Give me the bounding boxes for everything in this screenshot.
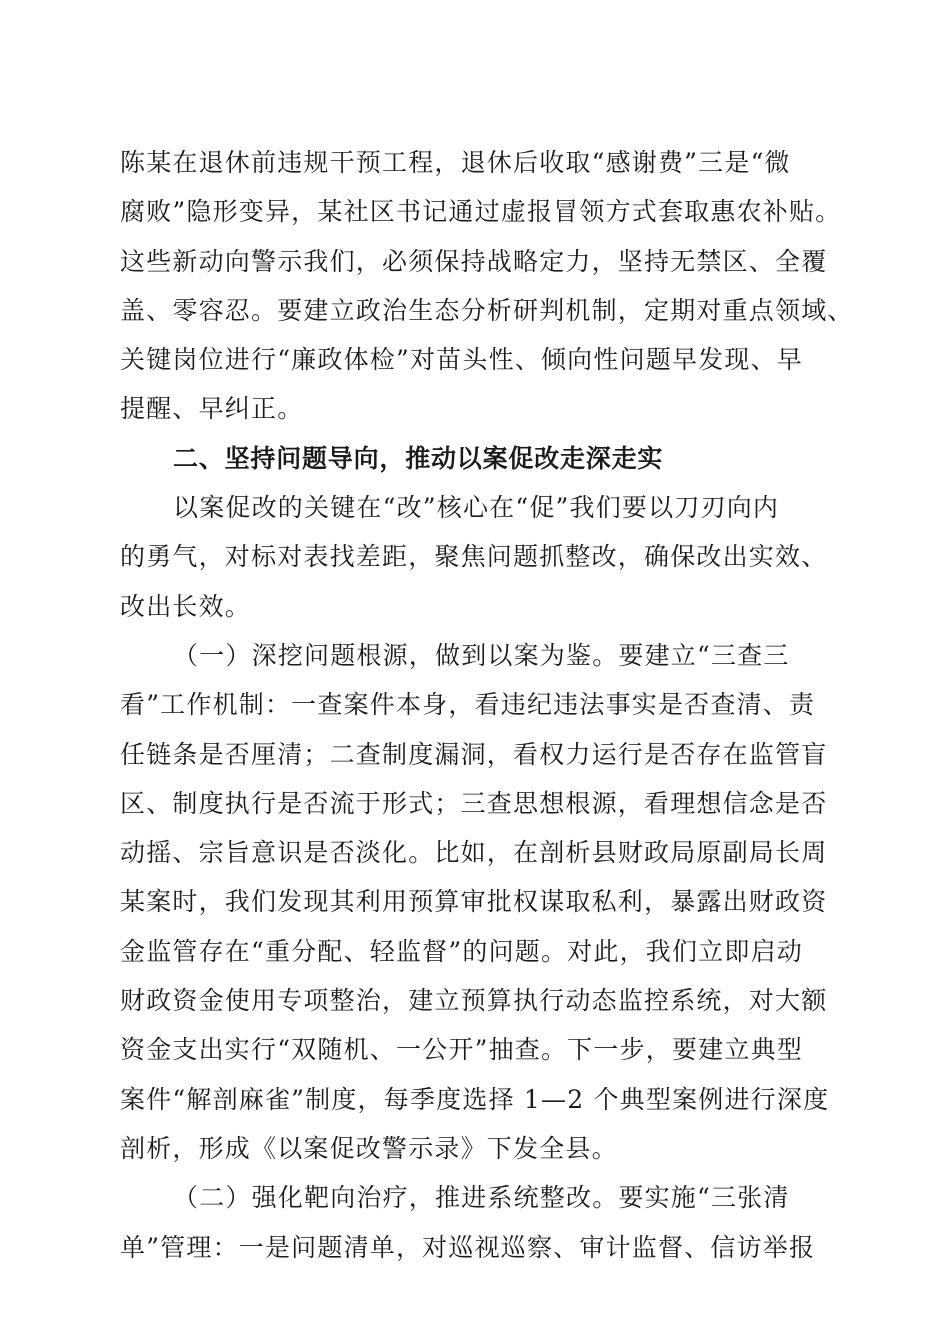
body-text-line: 案件“解剖麻雀”制度，每季度选择 1—2 个典型案例进行深度	[120, 1084, 830, 1114]
body-text-line: 金监管存在“重分配、轻监督”的问题。对此，我们立即启动	[120, 936, 803, 966]
body-text-line: 任链条是否厘清；二查制度漏洞，看权力运行是否存在监管盲	[120, 739, 828, 769]
body-text-line: 剖析，形成《以案促改警示录》下发全县。	[120, 1133, 618, 1163]
body-text-line: 改出长效。	[120, 591, 252, 621]
body-text-line: 的勇气，对标对表找差距，聚焦问题抓整改，确保改出实效、	[120, 542, 828, 572]
body-text-line: （二）强化靶向治疗，推进系统整改。要实施“三张清	[173, 1183, 790, 1213]
body-text-line: 某案时，我们发现其利用预算审批权谋取私利，暴露出财政资	[120, 887, 828, 917]
body-text-line: 陈某在退休前违规干预工程，退休后收取“感谢费”三是“微	[120, 148, 791, 177]
document-body	[120, 138, 854, 1272]
section-heading: 二、坚持问题导向，推动以案促改走深走实	[173, 443, 664, 473]
body-text-line: 提醒、早纠正。	[120, 394, 304, 424]
body-text-line: 资金支出实行“双随机、一公开”抽查。下一步，要建立典型	[120, 1035, 803, 1065]
body-text-line: 看”工作机制：一查案件本身，看违纪违法事实是否查清、责	[120, 690, 816, 720]
body-text-line: （一）深挖问题根源，做到以案为鉴。要建立“三查三	[173, 640, 790, 670]
body-text-line: 单”管理：一是问题清单，对巡视巡察、审计监督、信访举报	[120, 1232, 816, 1262]
body-text-line: 腐败”隐形变异，某社区书记通过虚报冒领方式套取惠农补贴。	[120, 197, 842, 227]
body-text-line: 这些新动向警示我们，必须保持战略定力，坚持无禁区、全覆	[120, 246, 828, 276]
body-text-line: 以案促改的关键在“改”核心在“促”我们要以刀刃向内	[173, 493, 780, 523]
body-text-line: 动摇、宗旨意识是否淡化。比如，在剖析县财政局原副局长周	[120, 838, 828, 868]
body-text-line: 关键岗位进行“廉政体检”对苗头性、倾向性问题早发现、早	[120, 345, 803, 375]
body-text-line: 财政资金使用专项整治，建立预算执行动态监控系统，对大额	[120, 986, 828, 1016]
body-text-line: 区、制度执行是否流于形式；三查思想根源，看理想信念是否	[120, 788, 828, 818]
body-text-line: 盖、零容忍。要建立政治生态分析研判机制，定期对重点领域、	[120, 295, 854, 325]
